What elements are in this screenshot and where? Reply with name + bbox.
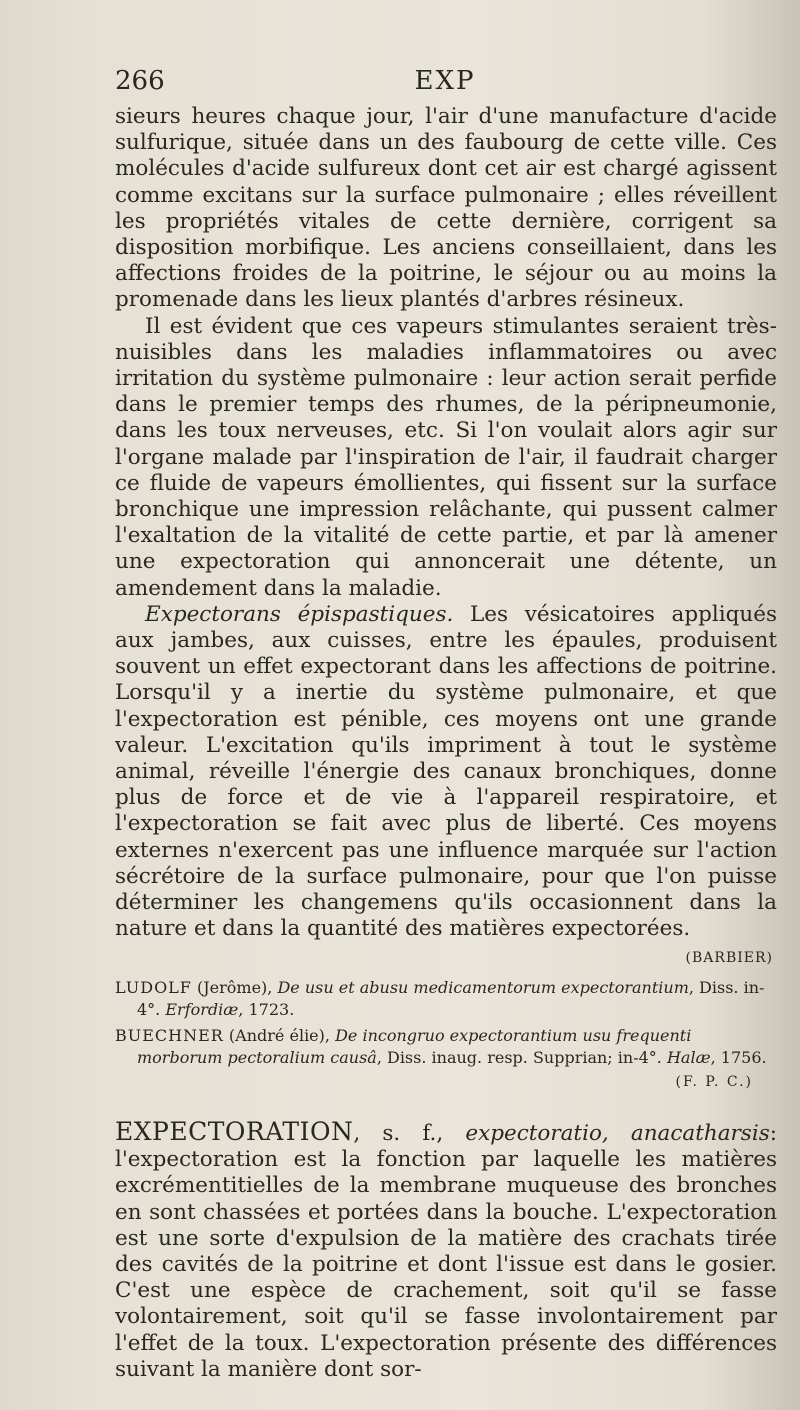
biblio-title: De usu et abusu medicamentorum expectorantium — [277, 977, 689, 997]
paragraph-vapeurs: Il est évident que ces vapeurs stimulantes seraient très-nuisibles dans les maladies inflammatoires ou avec irritation du système pulmonaire : leur action serait perfide dans le premier temps des rhumes, de la péripneumonie, dans les toux nerveuses, etc. Si l'on voulait alors agir sur l'organe malade par l'inspiration de l'air, il faudrait charger ce fluide de vapeurs émollientes, qui fissent sur la surface bronchique une impression relâchante, qui pussent calmer l'exaltation de la vitalité de cette partie, et par là amener une expectoration qui annoncerait une détente, un amendement dans la maladie. — [115, 313, 777, 601]
headword: EXPECTORATION — [115, 1116, 354, 1146]
author-initials: (F. P. C.) — [675, 1073, 753, 1090]
biblio-title: De incongruo expectorantium usu frequenti morborum pectoralium causâ — [137, 1025, 692, 1067]
biblio-details: , Diss. in-4°. — [137, 977, 765, 1019]
biblio-details: , Diss. inaug. resp. Supprian; in-4°. — [376, 1047, 667, 1067]
biblio-year: , 1723. — [238, 999, 295, 1019]
paragraph-epispastiques — [115, 602, 777, 943]
biblio-place: Halæ — [666, 1047, 711, 1067]
entry-colon: : — [769, 1120, 777, 1146]
page-number: 266 — [115, 66, 165, 96]
entry-expectoration — [115, 1116, 777, 1383]
page-header — [115, 66, 775, 100]
biblio-place: Erfordiæ — [165, 999, 239, 1019]
biblio-name: (André élie), — [223, 1025, 336, 1045]
biblio-author: BUECHNER — [115, 1025, 224, 1045]
bibliography-entry — [115, 977, 777, 1021]
paragraph-continued: sieurs heures chaque jour, l'air d'une manufacture d'acide sulfurique, située dans un des faubourg de cette ville. Ces molécules d'acide sulfureux dont cet air est chargé agissent comme excitans sur la surface pulmonaire ; elles réveillent les propriétés vitales de cette dernière, corrigent sa disposition morbifique. Les anciens conseillaient, dans les affections froides de la poitrine, le séjour ou au moins la promenade dans les lieux plantés d'arbres résineux. — [115, 104, 777, 313]
grammar-label: , s. f., — [353, 1120, 466, 1146]
bibliography-entry — [115, 1025, 777, 1069]
biblio-author: LUDOLF — [115, 977, 192, 997]
page-body — [115, 104, 777, 1383]
running-head: EXP — [414, 66, 476, 96]
section-lead: Expectorans épispastiques. — [145, 601, 454, 627]
latin-terms: expectoratio, anacatharsis — [465, 1120, 770, 1146]
entry-text: l'expectoration est la fonction par laquelle les matières excrémentitielles de la membrane muqueuse des bronches en sont chassées et portées dans la bouche. L'expectoration est une sorte d'expulsion de la matière des crachats tirée des cavités de la poitrine et dont l'issue est dans le gosier. C'est une espèce de crachement, soit qu'il se fasse volontairement, soit qu'il se fasse involontairement par l'effet de la toux. L'expectoration présente des différences suivant la manière dont sor- — [115, 1147, 777, 1382]
section-text: Les vésicatoires appliqués aux jambes, aux cuisses, entre les épaules, produisent souvent un effet expectorant dans les affections de poitrine. Lorsqu'il y a inertie du système pulmonaire, et que l'expectoration est pénible, ces moyens ont une grande valeur. L'excitation qu'ils impriment à tout le système animal, réveille l'énergie des canaux bronchiques, donne plus de force et de vie à l'appareil respiratoire, et l'expectoration se fait avec plus de liberté. Ces moyens externes n'exercent pas une influence marquée sur l'action sécrétoire de la surface pulmonaire, pour que l'on puisse déterminer les changemens qu'ils occasionnent dans la nature et dans la quantité des matières expectorées. — [115, 601, 777, 942]
biblio-year: , 1756. — [710, 1047, 767, 1067]
author-signature: (BARBIER) — [685, 949, 773, 966]
biblio-name: (Jerôme), — [191, 977, 278, 997]
